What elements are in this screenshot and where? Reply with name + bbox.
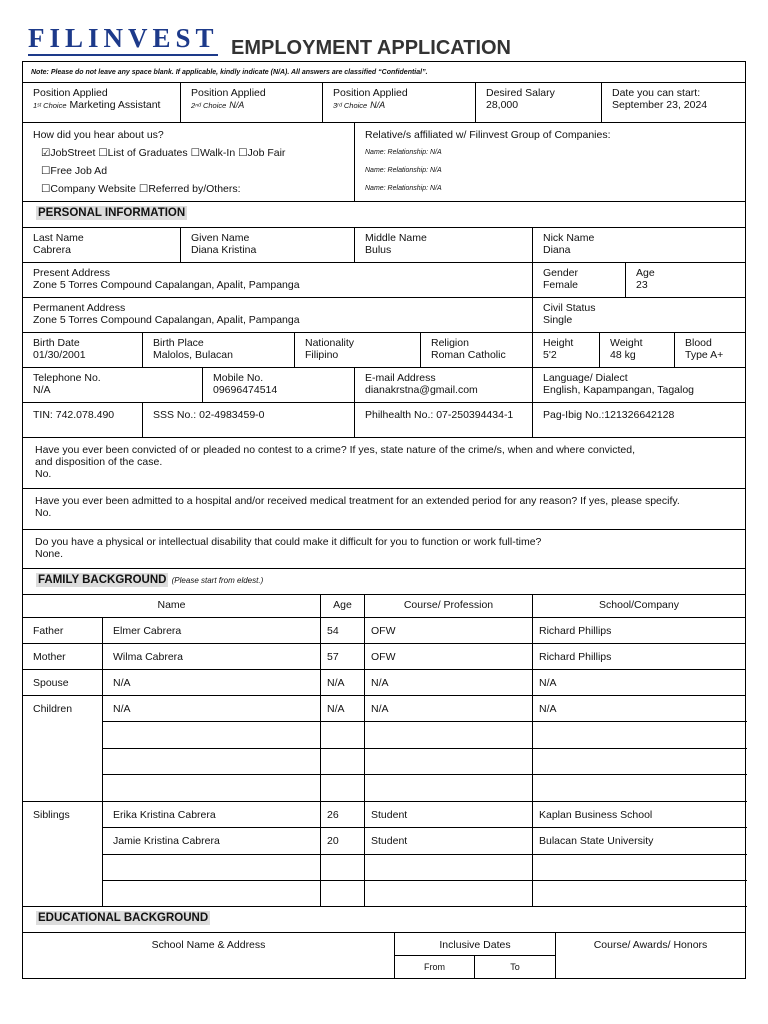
filinvest-logo: FILINVEST — [28, 23, 219, 53]
start-date-value: September 23, 2024 — [612, 99, 708, 111]
ids-row — [23, 403, 745, 438]
desired-salary-label: Desired Salary — [486, 87, 555, 99]
nick-name-value: Diana — [543, 244, 571, 256]
given-name-label: Given Name — [191, 232, 250, 244]
weight-cell[interactable] — [600, 333, 675, 367]
sibling-1-name[interactable]: Erika Kristina Cabrera — [103, 802, 321, 827]
personal-section-title: PERSONAL INFORMATION — [38, 207, 186, 219]
application-form — [22, 61, 746, 979]
logo-underline — [28, 54, 218, 56]
family-table-header — [23, 595, 745, 618]
spouse-age[interactable]: N/A — [321, 670, 365, 695]
mobile-value: 09696474514 — [213, 384, 278, 396]
civil-status-cell[interactable] — [533, 298, 745, 332]
question-hospital-cell[interactable] — [23, 489, 745, 529]
position-second-cell[interactable] — [181, 83, 323, 122]
mother-age[interactable]: 57 — [321, 644, 365, 669]
relative-line-3[interactable]: Name: Relationship: N/A — [365, 185, 442, 192]
children-school[interactable]: N/A — [539, 703, 557, 715]
blood-value: Type A+ — [685, 349, 724, 361]
religion-value: Roman Catholic — [431, 349, 506, 361]
sibling-1-course[interactable]: Student — [365, 802, 533, 827]
father-age[interactable]: 54 — [321, 618, 365, 643]
middle-name-value: Bulus — [365, 244, 392, 256]
permanent-address-cell[interactable] — [23, 298, 533, 332]
family-header-name: Name — [23, 595, 321, 617]
question-disability-cell[interactable] — [23, 530, 745, 568]
sibling-4-school[interactable] — [533, 881, 747, 906]
mother-school[interactable]: Richard Phillips — [539, 651, 612, 663]
birth-row — [23, 333, 745, 368]
sibling-3-age[interactable] — [321, 855, 365, 880]
children-2-age[interactable] — [321, 722, 365, 748]
mother-course[interactable]: OFW — [365, 644, 533, 669]
sibling-2-school[interactable]: Bulacan State University — [539, 835, 654, 847]
start-date-label: Date you can start: — [612, 87, 701, 99]
position-second-value: N/A — [229, 100, 245, 110]
form-title: EMPLOYMENT APPLICATION — [231, 37, 511, 59]
siblings-relation: Siblings — [23, 802, 103, 907]
spouse-school[interactable]: N/A — [539, 677, 557, 689]
philhealth-cell[interactable]: Philhealth No.: 07-250394434-1 — [355, 403, 533, 437]
education-header-from: From — [395, 956, 475, 979]
last-name-label: Last Name — [33, 232, 84, 244]
weight-value: 48 kg — [610, 349, 636, 361]
education-header-school: School Name & Address — [23, 933, 395, 979]
language-value: English, Kapampangan, Tagalog — [543, 384, 695, 396]
desired-salary-value: 28,000 — [486, 99, 519, 111]
sibling-4-name[interactable] — [103, 881, 321, 906]
father-course[interactable]: OFW — [365, 618, 533, 643]
question-hospital-answer: No. — [35, 507, 52, 519]
children-course[interactable]: N/A — [365, 696, 533, 721]
present-address-value: Zone 5 Torres Compound Capalangan, Apalit, Pampanga — [33, 279, 300, 291]
sibling-3-course[interactable] — [365, 855, 533, 880]
education-section-title: EDUCATIONAL BACKGROUND — [38, 912, 209, 924]
family-header-school: School/Company — [599, 599, 679, 611]
question-disability-text: Do you have a physical or intellectual disability that could make it difficult for you to function or work full-time? — [35, 536, 542, 548]
mother-relation: Mother — [23, 644, 103, 669]
education-header-to: To — [475, 956, 556, 979]
permanent-address-row — [23, 298, 745, 333]
family-row-father — [23, 618, 745, 644]
relative-line-1[interactable]: Name: Relationship: N/A — [365, 149, 442, 156]
father-relation: Father — [23, 618, 103, 643]
sibling-3-name[interactable] — [103, 855, 321, 880]
last-name-cell[interactable] — [23, 228, 181, 262]
note-text: Note: Please do not leave any space blank. If applicable, kindly indicate (N/A). All answers are classified “Confidential”. — [31, 69, 428, 76]
telephone-cell[interactable] — [23, 368, 203, 402]
sibling-2-course[interactable]: Student — [365, 828, 533, 854]
question-crime-row — [23, 438, 745, 489]
question-crime-text: Have you ever been convicted of or pleaded no contest to a crime? If yes, state nature of the crime/s, when and where convicted, — [35, 444, 636, 456]
family-row-sibling-4 — [103, 881, 747, 907]
source-row — [23, 123, 745, 202]
family-row-sibling-2 — [103, 828, 747, 855]
children-4-name[interactable] — [103, 775, 321, 801]
father-school[interactable]: Richard Phillips — [539, 625, 612, 637]
blood-cell[interactable] — [675, 333, 745, 367]
position-second-choice: 2ⁿᵈ Choice — [191, 101, 227, 110]
gender-label: Gender — [543, 267, 579, 279]
permanent-address-label: Permanent Address — [33, 302, 126, 314]
pagibig-cell[interactable]: Pag-Ibig No.:121326642128 — [543, 409, 675, 421]
relatives-label: Relative/s affiliated w/ Filinvest Group of Companies: — [365, 129, 611, 141]
nick-name-cell[interactable] — [533, 228, 745, 262]
question-hospital-text: Have you ever been admitted to a hospital and/or received medical treatment for an extended period for any reason? If yes, please specify. — [35, 495, 680, 507]
sibling-3-school[interactable] — [533, 855, 747, 880]
birth-place-label: Birth Place — [153, 337, 204, 349]
children-4-school[interactable] — [533, 775, 747, 801]
sibling-2-name[interactable]: Jamie Kristina Cabrera — [103, 828, 321, 854]
given-name-cell[interactable] — [181, 228, 355, 262]
spouse-course[interactable]: N/A — [365, 670, 533, 695]
present-address-row — [23, 263, 745, 298]
sibling-1-age[interactable]: 26 — [321, 802, 365, 827]
position-second-label: Position Applied — [191, 87, 266, 99]
nationality-label: Nationality — [305, 337, 355, 349]
civil-status-label: Civil Status — [543, 302, 596, 314]
hear-about-question: How did you hear about us? — [33, 129, 164, 141]
relatives-cell — [355, 123, 745, 201]
family-row-children-1 — [103, 696, 747, 722]
family-row-spouse — [23, 670, 745, 696]
age-label: Age — [636, 267, 655, 279]
father-name[interactable]: Elmer Cabrera — [103, 618, 321, 643]
language-label: Language/ Dialect — [543, 372, 628, 384]
position-third-label: Position Applied — [333, 87, 408, 99]
hear-about-options-line2[interactable]: ☐Free Job Ad — [41, 165, 108, 177]
sibling-1-school[interactable]: Kaplan Business School — [539, 809, 653, 821]
civil-status-value: Single — [543, 314, 573, 326]
sibling-4-age[interactable] — [321, 881, 365, 906]
mother-name[interactable]: Wilma Cabrera — [103, 644, 321, 669]
hear-about-options-line3[interactable]: ☐Company Website ☐Referred by/Others: — [41, 183, 241, 195]
contact-row — [23, 368, 745, 403]
desired-salary-cell[interactable] — [476, 83, 602, 122]
position-third-choice: 3ʳᵈ Choice — [333, 101, 368, 110]
position-first-value: Marketing Assistant — [69, 99, 161, 111]
sibling-2-age[interactable]: 20 — [321, 828, 365, 854]
nationality-value: Filipino — [305, 349, 339, 361]
children-3-school[interactable] — [533, 749, 747, 774]
email-label: E-mail Address — [365, 372, 436, 384]
nationality-cell[interactable] — [295, 333, 421, 367]
position-third-value: N/A — [370, 100, 386, 110]
middle-name-label: Middle Name — [365, 232, 427, 244]
email-value: dianakrstna@gmail.com — [365, 384, 478, 396]
family-header-age: Age — [321, 595, 365, 617]
children-name[interactable]: N/A — [103, 696, 321, 721]
question-crime-answer: No. — [35, 468, 52, 480]
family-row-mother — [23, 644, 745, 670]
nick-name-label: Nick Name — [543, 232, 595, 244]
sibling-4-course[interactable] — [365, 881, 533, 906]
family-section-title: FAMILY BACKGROUND — [38, 574, 167, 586]
family-section-subtitle: (Please start from eldest.) — [171, 576, 264, 585]
education-section-header — [23, 907, 745, 933]
children-age[interactable]: N/A — [321, 696, 365, 721]
family-section-header — [23, 569, 745, 595]
children-2-school[interactable] — [533, 722, 747, 748]
children-2-name[interactable] — [103, 722, 321, 748]
children-3-age[interactable] — [321, 749, 365, 774]
present-address-label: Present Address — [33, 267, 111, 279]
birth-place-value: Malolos, Bulacan — [153, 349, 233, 361]
tin-cell[interactable]: TIN: 742.078.490 — [23, 403, 143, 437]
language-cell[interactable] — [533, 368, 745, 402]
birth-date-label: Birth Date — [33, 337, 80, 349]
children-4-course[interactable] — [365, 775, 533, 801]
height-label: Height — [543, 337, 574, 349]
position-row — [23, 83, 745, 123]
relative-line-2[interactable]: Name: Relationship: N/A — [365, 167, 442, 174]
question-disability-row — [23, 530, 745, 569]
height-value: 5'2 — [543, 349, 557, 361]
question-hospital-row — [23, 489, 745, 530]
hear-about-cell — [23, 123, 355, 201]
position-first-cell[interactable] — [23, 83, 181, 122]
last-name-value: Cabrera — [33, 244, 71, 256]
position-third-cell[interactable] — [323, 83, 476, 122]
gender-cell[interactable] — [533, 263, 626, 297]
birth-date-value: 01/30/2001 — [33, 349, 86, 361]
question-disability-answer: None. — [35, 548, 64, 560]
family-row-children-4 — [103, 775, 747, 802]
mobile-cell[interactable] — [203, 368, 355, 402]
form-header — [28, 24, 748, 60]
children-4-age[interactable] — [321, 775, 365, 801]
note-row — [23, 62, 745, 83]
middle-name-cell[interactable] — [355, 228, 533, 262]
mobile-label: Mobile No. — [213, 372, 264, 384]
weight-label: Weight — [610, 337, 643, 349]
education-header-dates: Inclusive Dates — [395, 933, 556, 956]
spouse-relation: Spouse — [23, 670, 103, 695]
telephone-label: Telephone No. — [33, 372, 101, 384]
hear-about-options-line1[interactable]: ☑JobStreet ☐List of Graduates ☐Walk-In ☐Job Fair — [41, 147, 286, 159]
question-crime-cell[interactable] — [23, 438, 745, 488]
family-header-course: Course/ Profession — [365, 595, 533, 617]
names-row — [23, 228, 745, 263]
age-cell[interactable] — [626, 263, 745, 297]
blood-label: Blood — [685, 337, 712, 349]
birth-date-cell[interactable] — [23, 333, 143, 367]
religion-cell[interactable] — [421, 333, 533, 367]
start-date-cell[interactable] — [602, 83, 745, 122]
children-3-name[interactable] — [103, 749, 321, 774]
religion-label: Religion — [431, 337, 469, 349]
question-crime-text-2: and disposition of the case. — [35, 456, 163, 468]
family-row-children-2 — [103, 722, 747, 749]
position-first-label: Position Applied — [33, 87, 108, 99]
age-value: 23 — [636, 279, 648, 291]
children-relation: Children — [23, 696, 103, 802]
email-cell[interactable] — [355, 368, 533, 402]
height-cell[interactable] — [533, 333, 600, 367]
children-2-course[interactable] — [365, 722, 533, 748]
gender-value: Female — [543, 279, 579, 291]
family-row-children-3 — [103, 749, 747, 775]
telephone-value: N/A — [33, 384, 51, 396]
birth-place-cell[interactable] — [143, 333, 295, 367]
spouse-name[interactable]: N/A — [103, 670, 321, 695]
education-header-course: Course/ Awards/ Honors — [593, 939, 708, 951]
family-row-sibling-1 — [103, 802, 747, 828]
sss-cell[interactable]: SSS No.: 02-4983459-0 — [143, 403, 355, 437]
permanent-address-value: Zone 5 Torres Compound Capalangan, Apalit, Pampanga — [33, 314, 300, 326]
position-first-choice: 1ˢᵗ Choice — [33, 101, 67, 110]
family-row-sibling-3 — [103, 855, 747, 881]
children-3-course[interactable] — [365, 749, 533, 774]
given-name-value: Diana Kristina — [191, 244, 257, 256]
personal-section-header — [23, 202, 745, 228]
present-address-cell[interactable] — [23, 263, 533, 297]
